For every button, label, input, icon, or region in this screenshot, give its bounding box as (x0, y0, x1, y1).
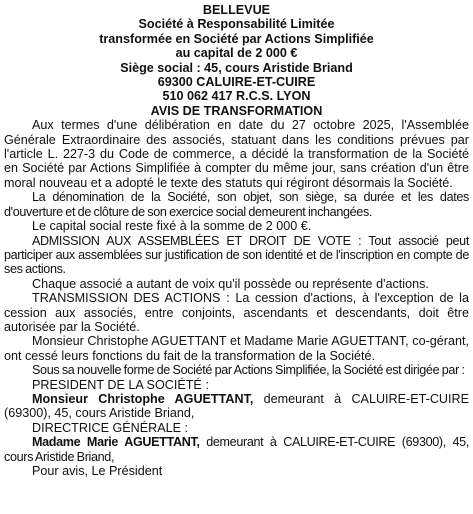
dg-address: demeurant à CALUIRE-ET-CUIRE (69300), 45, cours Aristide Briand, (4, 435, 469, 464)
dg-name: Madame Marie AGUETTANT, (32, 435, 200, 450)
paragraph-capital: Le capital social reste fixé à la somme de 2 000 €. (32, 219, 312, 234)
president-address: demeurant à CALUIRE-ET-CUIRE (69300), 45, cours Aristide Briand, (4, 391, 470, 421)
notice-title: AVIS DE TRANSFORMATION (150, 103, 323, 118)
dg-heading: DIRECTRICE GÉNÉRALE : (32, 420, 189, 435)
paragraph-admission: ADMISSION AUX ASSEMBLÉES ET DROIT DE VOTE : Tout associé peut participer aux assemblées sur justification de son identité et de l'inscription en compte de ses actions. (4, 233, 469, 277)
closing-line: Pour avis, Le Président (32, 464, 163, 478)
paragraph-cessation: Monsieur Christophe AGUETTANT et Madame Marie AGUETTANT, co-gérant, ont cessé leurs fonctions du fait de la transformation de la Société. (4, 334, 469, 363)
president-paragraph (4, 392, 469, 421)
notice-body (4, 118, 469, 478)
registered-office: Siège social : 45, cours Aristide Briand (120, 60, 353, 75)
president-heading: PRESIDENT DE LA SOCIÉTÉ : (32, 377, 209, 392)
dg-paragraph (4, 435, 469, 464)
paragraph-direction: Sous sa nouvelle forme de Société par Actions Simplifiée, la Société est dirigée par : (32, 363, 465, 378)
city: 69300 CALUIRE-ET-CUIRE (157, 75, 316, 90)
transformation-line: transformée en Société par Actions Simplifiée (99, 31, 374, 46)
legal-form: Société à Responsabilité Limitée (138, 17, 335, 32)
president-name: Monsieur Christophe AGUETTANT, (32, 391, 254, 406)
notice-header (4, 3, 469, 118)
share-capital: au capital de 2 000 € (175, 46, 298, 61)
paragraph-votes: Chaque associé a autant de voix qu'il possède ou représente d'actions. (32, 276, 429, 291)
rcs-number: 510 062 417 R.C.S. LYON (162, 89, 311, 104)
paragraph-transmission: TRANSMISSION DES ACTIONS : La cession d'actions, à l'exception de la cession aux associés, entre conjoints, ascendants et descendants, doit être autorisée par la Société. (4, 291, 469, 334)
company-name: BELLEVUE (202, 3, 271, 17)
paragraph-denomination: La dénomination de la Société, son objet, son siège, sa durée et les dates d'ouverture et de clôture de son exercice social demeurent inchangées. (4, 190, 469, 219)
paragraph-deliberation: Aux termes d'une délibération en date du 27 octobre 2025, l'Assemblée Générale Extraordinaire des associés, statuant dans les conditions prévues par l'article L. 227-3 du Code de commerce, a décidé la transformation de la Société en Société par Actions Simplifiée à compter du même jour, sans création d'un être moral nouveau et a adopté le texte des statuts qui régiront désormais la Société. (4, 118, 469, 190)
